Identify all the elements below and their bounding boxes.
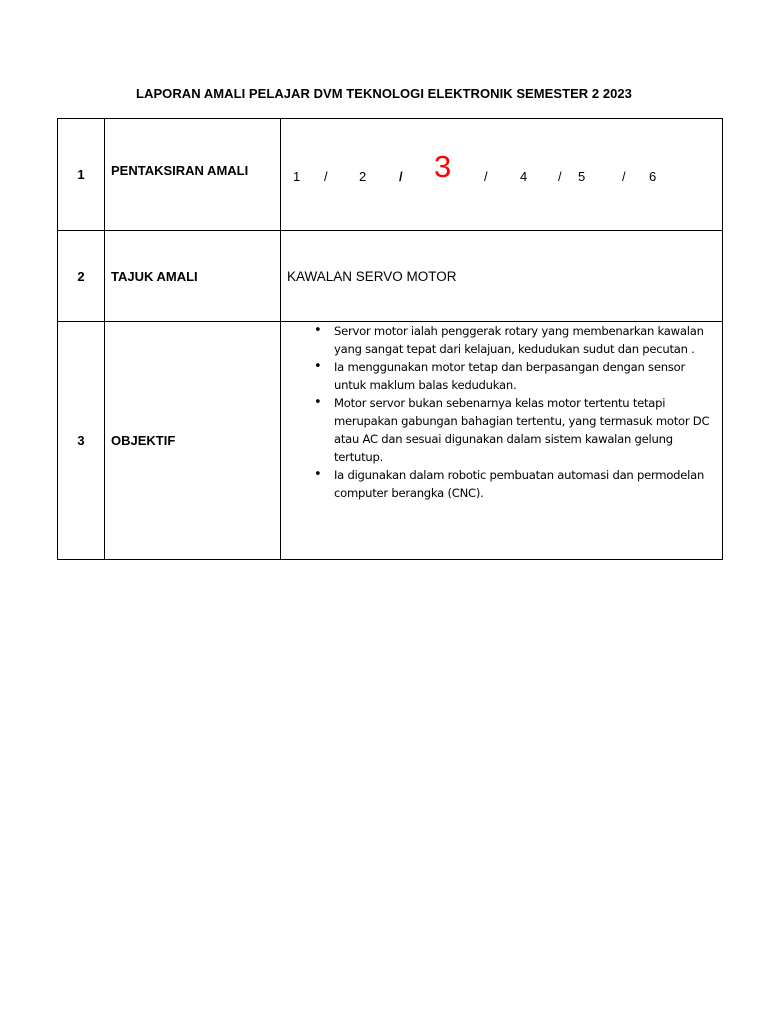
page-title: LAPORAN AMALI PELAJAR DVM TEKNOLOGI ELEKTRONIK SEMESTER 2 2023 bbox=[136, 86, 632, 101]
table-row bbox=[58, 231, 723, 322]
table-row bbox=[58, 119, 723, 231]
scale-separator: / bbox=[484, 168, 488, 184]
scale-item-3-selected: 3 bbox=[434, 148, 452, 184]
row-label: OBJEKTIF bbox=[105, 322, 281, 560]
row-number: 2 bbox=[58, 231, 105, 322]
scale-item-1: 1 bbox=[293, 168, 301, 184]
objective-item: • Motor servor bukan sebenarnya kelas motor tertentu tetapi merupakan gabungan bahagian tertentu, yang termasuk motor DC atau AC dan sesuai digunakan dalam sistem kawalan gelung tertutup. bbox=[334, 394, 722, 466]
row-number: 3 bbox=[58, 322, 105, 560]
scale-item-5: 5 bbox=[578, 168, 586, 184]
scale-separator: / bbox=[558, 168, 562, 184]
scale-separator: / bbox=[324, 168, 328, 184]
scale-separator: / bbox=[399, 168, 403, 184]
practical-title: KAWALAN SERVO MOTOR bbox=[281, 231, 723, 322]
scale-item-2: 2 bbox=[359, 168, 367, 184]
scale-item-6: 6 bbox=[649, 168, 657, 184]
table-row bbox=[58, 322, 723, 560]
objective-item: • Servor motor ialah penggerak rotary yang membenarkan kawalan yang sangat tepat dari kelajuan, kedudukan sudut dan pecutan . bbox=[334, 322, 722, 358]
row-number: 1 bbox=[58, 119, 105, 231]
scale-item-4: 4 bbox=[520, 168, 528, 184]
objective-list bbox=[287, 322, 722, 502]
objective-cell bbox=[281, 322, 723, 560]
report-table bbox=[57, 118, 723, 560]
objective-item: • Ia digunakan dalam robotic pembuatan automasi dan permodelan computer berangka (CNC). bbox=[334, 466, 722, 502]
scale-separator: / bbox=[622, 168, 626, 184]
objective-item: • Ia menggunakan motor tetap dan berpasangan dengan sensor untuk maklum balas kedudukan. bbox=[334, 358, 722, 394]
row-label: PENTAKSIRAN AMALI bbox=[105, 119, 281, 231]
row-label: TAJUK AMALI bbox=[105, 231, 281, 322]
assessment-scale bbox=[287, 148, 722, 195]
assessment-scale-cell bbox=[281, 119, 723, 231]
